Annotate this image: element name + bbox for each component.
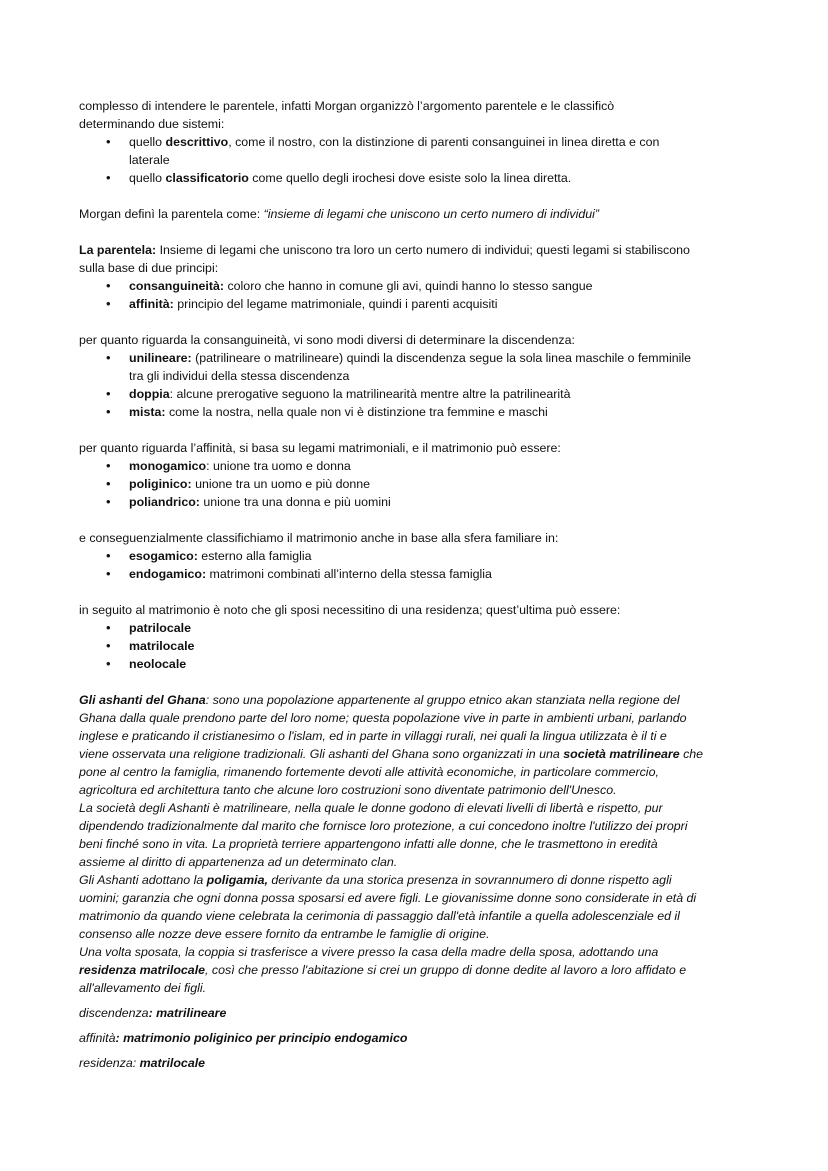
text-run: quello — [129, 171, 166, 185]
bold-term: unilineare: — [129, 351, 192, 365]
text-line — [79, 889, 759, 907]
text-run: discendenza — [79, 1006, 149, 1020]
text-run: laterale — [129, 153, 170, 167]
text-line — [79, 1029, 759, 1047]
text-run: tra gli individui della stessa discendenza — [129, 369, 350, 383]
paragraph — [79, 439, 759, 457]
bold-term: : matrilineare — [148, 1006, 227, 1020]
paragraph — [79, 691, 759, 997]
text-run: per quanto riguarda la consanguineità, vi sono modi diversi di determinare la discendenza: — [79, 333, 575, 347]
bold-term: patrilocale — [129, 621, 191, 635]
text-line — [79, 709, 759, 727]
paragraph — [79, 205, 759, 223]
text-run: matrimoni combinati all’interno della stessa famiglia — [206, 567, 492, 581]
bold-term: monogamico — [129, 459, 207, 473]
bold-term: doppia — [129, 387, 170, 401]
text-run: complesso di intendere le parentele, infatti Morgan organizzò l’argomento parentele e le classificò — [79, 99, 615, 113]
bold-term: descrittivo — [165, 135, 229, 149]
paragraph-spacer — [79, 313, 759, 331]
text-line — [79, 799, 759, 817]
text-run: sulla base di due principi: — [79, 261, 219, 275]
paragraph — [79, 97, 759, 133]
text-run: come la nostra, nella quale non vi è distinzione tra femmine e maschi — [165, 405, 548, 419]
text-line — [79, 763, 759, 781]
text-run: che — [679, 747, 704, 761]
bold-term: società matrilineare — [563, 747, 680, 761]
bold-term: poliandrico: — [129, 495, 200, 509]
text-run: coloro che hanno in comune gli avi, quindi hanno lo stesso sangue — [224, 279, 593, 293]
bold-term: mista: — [129, 405, 166, 419]
bullet-list-item — [79, 385, 759, 403]
paragraph-spacer — [79, 997, 759, 1004]
bullet-list-item — [79, 277, 759, 295]
paragraph-spacer — [79, 187, 759, 205]
paragraph — [79, 529, 759, 547]
bold-term: endogamico: — [129, 567, 207, 581]
text-run: come quello degli irochesi dove esiste solo la linea diretta. — [248, 171, 572, 185]
paragraph-spacer — [79, 421, 759, 439]
paragraph — [79, 331, 759, 349]
text-run: quello — [129, 135, 166, 149]
text-line — [79, 619, 759, 637]
text-run: : alcune prerogative seguono la matrilinearità mentre altre la patrilinearità — [169, 387, 571, 401]
bullet-list-item — [79, 619, 759, 637]
text-line — [79, 97, 759, 115]
text-run: uomini; garanzia che ogni donna possa sposarsi ed avere figli. Le giovanissime donne sono considerate in età di — [79, 891, 697, 905]
text-run: consenso alle nozze deve essere fornito da entrambe le famiglie di origine. — [79, 927, 490, 941]
text-line — [79, 295, 759, 313]
paragraph-spacer — [79, 1047, 759, 1054]
text-line — [79, 979, 759, 997]
text-run: La società degli Ashanti è matrilineare, nella quale le donne godono di elevati livelli di libertà e rispetto, pur — [79, 801, 663, 815]
text-run: agricoltura ed architettura tanto che alcune loro costruzioni sono diventate patrimonio dell'Unesco. — [79, 783, 617, 797]
bullet-list-item — [79, 493, 759, 511]
bullet-list-item — [79, 475, 759, 493]
text-run: matrimonio da quando viene celebrata la cerimonia di passaggio dall'età infantile a quella adolescenziale ed il — [79, 909, 680, 923]
bold-term: neolocale — [129, 657, 187, 671]
bold-term: poligamia, — [206, 873, 268, 887]
text-line — [79, 835, 759, 853]
text-line — [79, 601, 759, 619]
text-run: pone al centro la famiglia, rimanendo fortemente devoti alle attività economiche, in particolare commercio, — [79, 765, 659, 779]
bullet-list-item — [79, 133, 759, 169]
bullet-list-item — [79, 169, 759, 187]
bold-term: : matrimonio poliginico per principio endogamico — [115, 1031, 408, 1045]
text-line — [79, 133, 759, 151]
text-run: “insieme di legami che uniscono un certo numero di individui” — [263, 207, 600, 221]
text-line — [79, 943, 759, 961]
text-line — [79, 691, 759, 709]
text-line — [79, 403, 759, 421]
text-line — [79, 871, 759, 889]
bold-term: matrilocale — [129, 639, 195, 653]
text-run: dipendendo tradizionalmente dal marito che fornisce loro protezione, a cui concedono inoltre l'utilizzo dei propri — [79, 819, 688, 833]
paragraph — [79, 1054, 759, 1072]
text-run: affinità — [79, 1031, 116, 1045]
bullet-list-item — [79, 565, 759, 583]
paragraph-spacer — [79, 583, 759, 601]
bullet-list-item — [79, 637, 759, 655]
paragraph — [79, 1029, 759, 1047]
text-run: derivante da una storica presenza in sovrannumero di donne rispetto agli — [267, 873, 672, 887]
text-run: Morgan definì la parentela come: — [79, 207, 264, 221]
text-line — [79, 853, 759, 871]
bold-term: residenza matrilocale — [79, 963, 206, 977]
document-page — [79, 97, 759, 1072]
bold-term: Gli ashanti del Ghana — [79, 693, 206, 707]
paragraph — [79, 601, 759, 619]
text-run: e conseguenzialmente classifichiamo il matrimonio anche in base alla sfera familiare in: — [79, 531, 559, 545]
text-run: (patrilineare o matrilineare) quindi la discendenza segue la sola linea maschile o femminile — [191, 351, 691, 365]
text-line — [79, 349, 759, 367]
paragraph-spacer — [79, 223, 759, 241]
text-line — [79, 925, 759, 943]
text-line — [79, 781, 759, 799]
text-line — [79, 493, 759, 511]
text-run: all'allevamento dei figli. — [79, 981, 207, 995]
text-run: viene osservata una religione tradizionali. Gli ashanti del Ghana sono organizzati in una — [79, 747, 564, 761]
text-run: : sono una popolazione appartenente al gruppo etnico akan stanziata nella regione del — [205, 693, 680, 707]
text-line — [79, 547, 759, 565]
text-run: beni finché sono in vita. La proprietà terriere appartengono infatti alle donne, che le trasmettono in eredità — [79, 837, 658, 851]
text-line — [79, 241, 759, 259]
text-line — [79, 565, 759, 583]
text-run: , così che presso l'abitazione si crei un gruppo di donne dedite al lavoro a loro affidato e — [205, 963, 687, 977]
text-line — [79, 529, 759, 547]
text-run: Insieme di legami che uniscono tra loro un certo numero di individui; questi legami si stabiliscono — [156, 243, 690, 257]
bold-term: affinità: — [129, 297, 174, 311]
paragraph — [79, 1004, 759, 1022]
text-line — [79, 1054, 759, 1072]
bold-term: classificatorio — [165, 171, 249, 185]
text-run: esterno alla famiglia — [197, 549, 312, 563]
text-line — [79, 277, 759, 295]
bold-term: La parentela: — [79, 243, 157, 257]
paragraph — [79, 241, 759, 277]
text-run: Ghana dalla quale prendono parte del loro nome; questa popolazione vive in parte in ambienti urbani, parlando — [79, 711, 687, 725]
bullet-list-item — [79, 349, 759, 385]
text-line — [79, 385, 759, 403]
bold-term: consanguineità: — [129, 279, 225, 293]
text-run: unione tra un uomo e più donne — [191, 477, 371, 491]
text-run: Gli Ashanti adottano la — [79, 873, 207, 887]
paragraph-spacer — [79, 673, 759, 691]
text-run: inglese e praticando il cristianesimo o l'islam, ed in parte in villaggi rurali, nei quali la lingua utilizzata è il ti e — [79, 729, 667, 743]
text-line — [79, 151, 759, 169]
bullet-list-item — [79, 655, 759, 673]
text-line — [79, 475, 759, 493]
bold-term: poliginico: — [129, 477, 192, 491]
bullet-list-item — [79, 457, 759, 475]
text-line — [79, 961, 759, 979]
text-line — [79, 457, 759, 475]
text-line — [79, 817, 759, 835]
bullet-list-item — [79, 403, 759, 421]
text-line — [79, 205, 759, 223]
text-run: unione tra una donna e più uomini — [199, 495, 391, 509]
text-run: in seguito al matrimonio è noto che gli sposi necessitino di una residenza; quest’ultima può essere: — [79, 603, 621, 617]
text-line — [79, 169, 759, 187]
text-line — [79, 655, 759, 673]
text-run: , come il nostro, con la distinzione di parenti consanguinei in linea diretta e con — [228, 135, 660, 149]
text-run: : unione tra uomo e donna — [206, 459, 351, 473]
text-run: principio del legame matrimoniale, quindi i parenti acquisiti — [173, 297, 498, 311]
text-line — [79, 259, 759, 277]
paragraph-spacer — [79, 511, 759, 529]
text-run: Una volta sposata, la coppia si trasferisce a vivere presso la casa della madre della sposa, adottando una — [79, 945, 659, 959]
text-line — [79, 367, 759, 385]
text-line — [79, 727, 759, 745]
text-run: determinando due sistemi: — [79, 117, 225, 131]
bullet-list-item — [79, 547, 759, 565]
text-line — [79, 115, 759, 133]
bullet-list-item — [79, 295, 759, 313]
text-line — [79, 637, 759, 655]
bold-term: esogamico: — [129, 549, 198, 563]
paragraph-spacer — [79, 1022, 759, 1029]
bold-term: matrilocale — [139, 1056, 206, 1070]
text-line — [79, 331, 759, 349]
text-line — [79, 1004, 759, 1022]
text-run: residenza: — [79, 1056, 140, 1070]
text-line — [79, 439, 759, 457]
text-line — [79, 907, 759, 925]
text-run: assieme al diritto di appartenenza ad un determinato clan. — [79, 855, 398, 869]
text-run: per quanto riguarda l’affinità, si basa su legami matrimoniali, e il matrimonio può essere: — [79, 441, 561, 455]
text-line — [79, 745, 759, 763]
